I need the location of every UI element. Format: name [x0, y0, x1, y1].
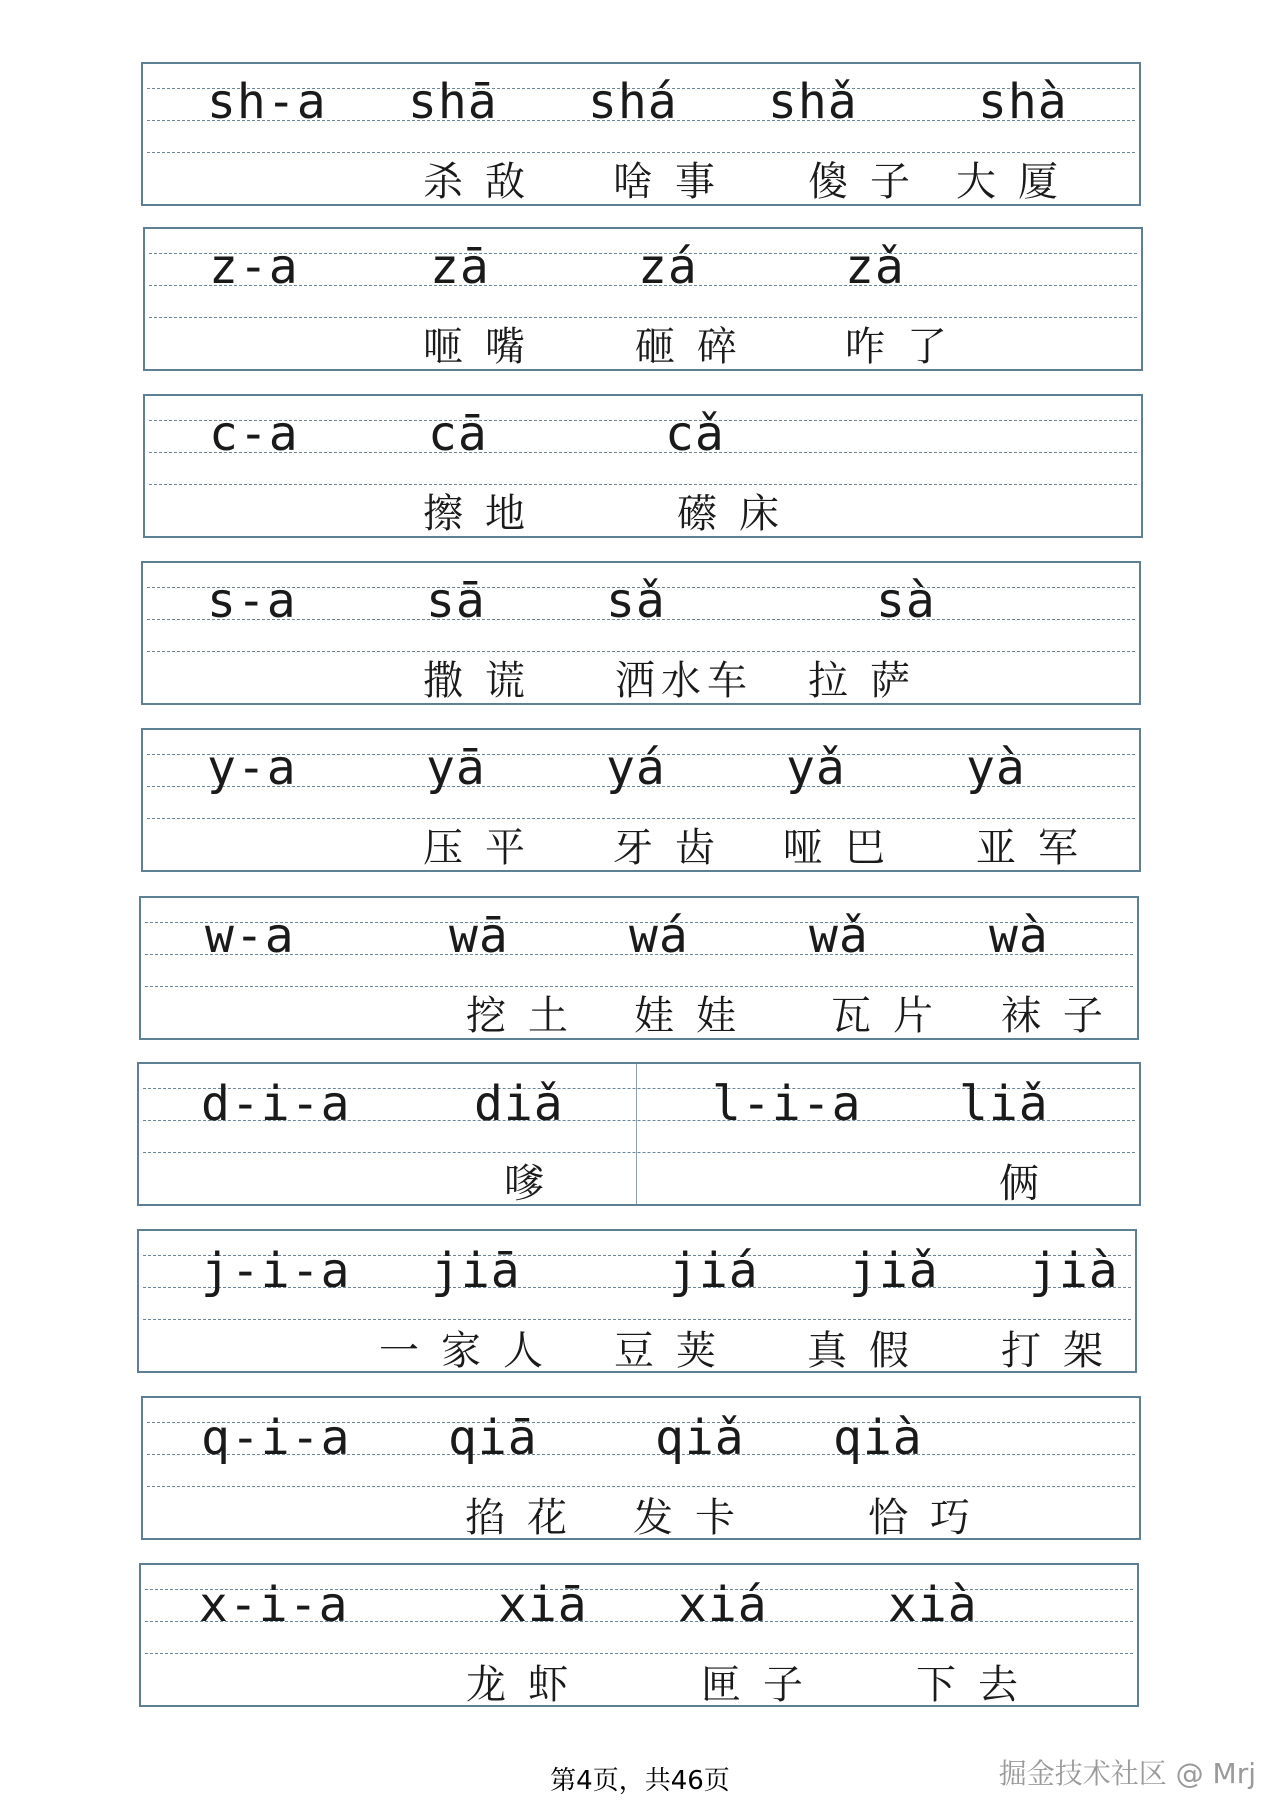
example-word: 礤床: [677, 491, 801, 537]
tone-syllable: cǎ: [665, 406, 725, 462]
tone-syllable: xiā: [498, 1577, 588, 1633]
example-word: 龙虾: [466, 1662, 590, 1708]
example-word: 嗲: [504, 1161, 566, 1207]
page-number: 第4页，共46页: [550, 1766, 730, 1796]
tone-syllable: liǎ: [959, 1076, 1049, 1132]
tone-syllable: xià: [888, 1577, 978, 1633]
initial-syllable: c-a: [209, 406, 299, 462]
tone-syllable: yā: [426, 740, 486, 796]
example-word: 娃娃: [634, 993, 758, 1039]
example-word: 亚军: [976, 825, 1100, 871]
guide-line: [147, 818, 1135, 819]
tone-syllable: shá: [588, 74, 678, 130]
guide-line: [147, 1486, 1135, 1487]
example-word: 下去: [916, 1662, 1040, 1708]
initial-syllable: sh-a: [207, 74, 327, 130]
tone-syllable: yǎ: [786, 740, 846, 796]
tone-syllable: jià: [1029, 1243, 1119, 1299]
example-word: 匣子: [701, 1662, 825, 1708]
example-word: 瓦片: [831, 993, 955, 1039]
tone-syllable: sǎ: [606, 573, 666, 629]
example-word: 一家人: [379, 1328, 565, 1374]
pinyin-row-ca: [143, 394, 1143, 538]
guide-line: [145, 986, 1133, 987]
tone-syllable: shà: [978, 74, 1068, 130]
initial-syllable: l-i-a: [712, 1076, 862, 1132]
tone-syllable: diǎ: [474, 1076, 564, 1132]
guide-line: [149, 484, 1137, 485]
pinyin-row-jia: [137, 1229, 1137, 1373]
tone-syllable: wā: [449, 908, 509, 964]
example-word: 豆荚: [614, 1328, 738, 1374]
example-word: 打架: [1001, 1328, 1125, 1374]
tone-syllable: shā: [408, 74, 498, 130]
example-word: 砸碎: [635, 324, 759, 370]
tone-syllable: jiā: [431, 1243, 521, 1299]
example-word: 大厦: [956, 159, 1080, 205]
initial-syllable: x-i-a: [199, 1577, 349, 1633]
guide-line: [149, 317, 1137, 318]
tone-syllable: zā: [430, 239, 490, 295]
example-word: 压平: [423, 825, 547, 871]
pinyin-row-dia-lia: [137, 1062, 1141, 1206]
tone-syllable: zá: [638, 239, 698, 295]
guide-line: [143, 1152, 1135, 1153]
example-word: 发卡: [633, 1495, 757, 1541]
example-word: 哑巴: [783, 825, 907, 871]
tone-syllable: qià: [833, 1410, 923, 1466]
tone-syllable: qiǎ: [655, 1410, 745, 1466]
initial-syllable: w-a: [205, 908, 295, 964]
tone-syllable: wà: [989, 908, 1049, 964]
tone-syllable: yá: [606, 740, 666, 796]
initial-syllable: q-i-a: [201, 1410, 351, 1466]
guide-line: [147, 152, 1135, 153]
example-word: 袜子: [1001, 993, 1125, 1039]
example-word: 挖土: [466, 993, 590, 1039]
example-word: 杀敌: [423, 159, 547, 205]
guide-line: [147, 651, 1135, 652]
tone-syllable: jiǎ: [849, 1243, 939, 1299]
example-word: 咂嘴: [423, 324, 547, 370]
example-word: 掐花: [465, 1495, 589, 1541]
example-word: 咋了: [845, 324, 969, 370]
initial-syllable: s-a: [207, 573, 297, 629]
tone-syllable: wǎ: [809, 908, 869, 964]
guide-line: [145, 1653, 1133, 1654]
pinyin-row-ya: [141, 728, 1141, 872]
pinyin-row-za: [143, 227, 1143, 371]
example-word: 擦地: [423, 491, 547, 537]
tone-syllable: qiā: [448, 1410, 538, 1466]
example-word: 真假: [807, 1328, 931, 1374]
tone-syllable: sà: [876, 573, 936, 629]
tone-syllable: xiá: [678, 1577, 768, 1633]
tone-syllable: shǎ: [768, 74, 858, 130]
initial-syllable: d-i-a: [201, 1076, 351, 1132]
example-word: 拉萨: [808, 658, 932, 704]
example-word: 傻子: [808, 159, 932, 205]
pinyin-row-wa: [139, 896, 1139, 1040]
watermark: 掘金技术社区 @ Mrj: [998, 1757, 1256, 1790]
example-word: 俩: [999, 1161, 1061, 1207]
guide-line: [143, 1319, 1131, 1320]
example-word: 恰巧: [868, 1495, 992, 1541]
initial-syllable: z-a: [209, 239, 299, 295]
tone-syllable: cā: [428, 406, 488, 462]
pinyin-row-qia: [141, 1396, 1141, 1540]
initial-syllable: j-i-a: [201, 1243, 351, 1299]
example-word: 牙齿: [613, 825, 737, 871]
initial-syllable: y-a: [207, 740, 297, 796]
pinyin-row-sa: [141, 561, 1141, 705]
tone-syllable: zǎ: [845, 239, 905, 295]
pinyin-row-sha: [141, 62, 1141, 206]
tone-syllable: sā: [426, 573, 486, 629]
example-word: 撒谎: [423, 658, 547, 704]
column-divider: [636, 1064, 637, 1204]
example-word: 啥事: [613, 159, 737, 205]
pinyin-row-xia: [139, 1563, 1139, 1707]
tone-syllable: yà: [966, 740, 1026, 796]
example-word: 洒水车: [615, 658, 753, 704]
tone-syllable: jiá: [669, 1243, 759, 1299]
tone-syllable: wá: [629, 908, 689, 964]
